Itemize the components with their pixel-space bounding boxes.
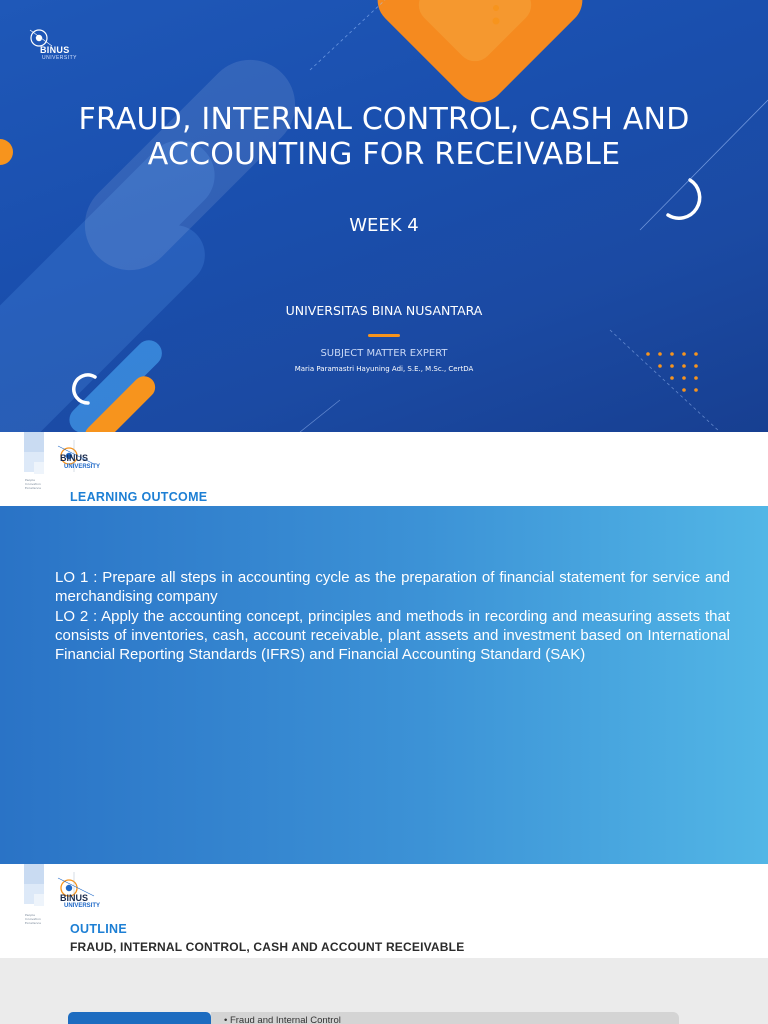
logo-tagline: People Innovation Excellence <box>25 913 42 925</box>
lo-2: LO 2 : Apply the accounting concept, principles and methods in recording and measuring assets that consists of inventories, cash, account receivable, plant assets and investment based on International Financial Reporting Standards (IFRS) and Financial Accounting Standard (SAK) <box>55 607 730 664</box>
sme-label: SUBJECT MATTER EXPERT <box>320 348 448 359</box>
slide-heading: LEARNING OUTCOME <box>70 490 208 504</box>
logo-brand: BINUS <box>60 893 89 903</box>
slide-title <box>0 102 768 172</box>
logo-brand: BINUS <box>40 45 70 55</box>
outline-subheading: FRAUD, INTERNAL CONTROL, CASH AND ACCOUNT RECEIVABLE <box>70 940 465 954</box>
logo-sub: UNIVERSITY <box>64 464 101 470</box>
univ-prefix: UNIVERSITAS <box>285 303 368 318</box>
learning-outcome-text <box>55 568 730 664</box>
logo-sub: UNIVERSITY <box>42 55 78 61</box>
slide2-header <box>0 432 768 506</box>
binus-logo-small <box>24 864 124 924</box>
logo-sub: UNIVERSITY <box>64 903 101 909</box>
logo-tagline: People Innovation Excellence <box>25 478 42 490</box>
orange-divider <box>368 334 400 337</box>
title-line-2: ACCOUNTING FOR RECEIVABLE <box>147 137 621 172</box>
learning-outcome-body <box>0 506 768 864</box>
logo-brand: BINUS <box>60 453 89 463</box>
title-line-1: FRAUD, INTERNAL CONTROL, CASH AND <box>78 102 690 137</box>
week-label: WEEK 4 <box>349 215 419 236</box>
title-slide <box>0 0 768 432</box>
lo-1: LO 1 : Prepare all steps in accounting cycle as the preparation of financial statement for service and merchandising company <box>55 569 730 606</box>
university-name <box>0 303 768 318</box>
outline-pill <box>68 1012 211 1024</box>
slide-heading: OUTLINE <box>70 922 127 936</box>
univ-main: BINA NUSANTARA <box>371 303 483 318</box>
binus-logo-small <box>24 432 124 492</box>
binus-logo <box>26 24 90 64</box>
sme-name: Maria Paramastri Hayuning Adi, S.E., M.Sc., CertDA <box>294 365 474 373</box>
outline-item: • Fraud and Internal Control <box>224 1015 341 1024</box>
